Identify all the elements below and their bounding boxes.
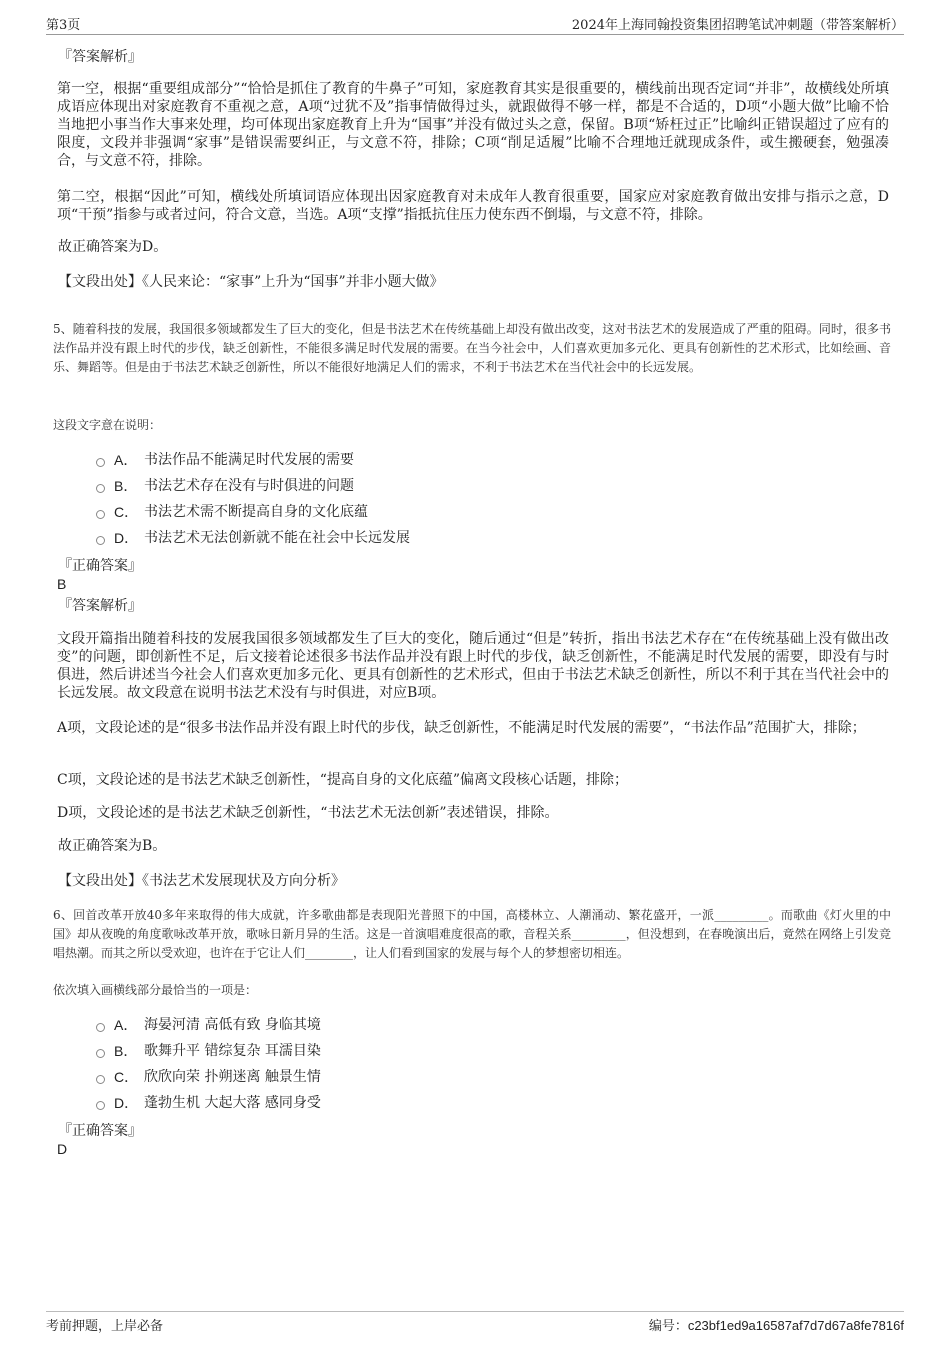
q5-analysis-para-a: A项，文段论述的是“很多书法作品并没有跟上时代的步伐，缺乏创新性，不能满足时代发展的需要”，“书法作品”范围扩大，排除； bbox=[57, 720, 866, 736]
q5-option-d[interactable] bbox=[96, 528, 410, 548]
q6-option-a[interactable] bbox=[96, 1015, 321, 1035]
q6-correct-label: 『正确答案』 bbox=[58, 1123, 142, 1139]
option-letter: A． bbox=[114, 1017, 138, 1033]
q6-prompt: 依次填入画横线部分最恰当的一项是： bbox=[53, 983, 258, 997]
q5-option-c[interactable] bbox=[96, 502, 368, 522]
radio-icon[interactable] bbox=[96, 1049, 105, 1058]
radio-icon[interactable] bbox=[96, 1101, 105, 1110]
q5-analysis-para-c: C项，文段论述的是书法艺术缺乏创新性，“提高自身的文化底蕴”偏离文段核心话题，排除； bbox=[57, 772, 629, 788]
q5-analysis-para1: 文段开篇指出随着科技的发展我国很多领域都发生了巨大的变化，随后通过“但是”转折，指出书法艺术存在“在传统基础上没有做出改变”的问题，即创新性不足，后文接着论述很多书法作品并没有跟上时代的步伐，缺乏创新性，不能满足时代发展的需要，即没有与时俱进，然后讲述当今社会人们喜欢更加多元化、更具有创新性的艺术形式，但由于书法艺术缺乏创新性，所以不利于其在当代社会中的长远发展。故文段意在说明书法艺术没有与时俱进，对应B项。 bbox=[57, 631, 889, 701]
q5-analysis-label: 『答案解析』 bbox=[58, 598, 142, 614]
q4-source: 【文段出处】《人民来论：“家事”上升为“国事”并非小题大做》 bbox=[58, 274, 444, 290]
option-letter: C． bbox=[114, 504, 139, 520]
option-text: 歌舞升平 错综复杂 耳濡目染 bbox=[144, 1043, 321, 1059]
option-letter: A． bbox=[114, 452, 138, 468]
q5-source: 【文段出处】《书法艺术发展现状及方向分析》 bbox=[58, 873, 345, 889]
option-letter: B． bbox=[114, 478, 138, 494]
radio-icon[interactable] bbox=[96, 1075, 105, 1084]
document-code: 编号：c23bf1ed9a16587af7d7d67a8fe7816f bbox=[648, 1318, 904, 1333]
q6-option-c[interactable] bbox=[96, 1067, 321, 1087]
option-letter: C． bbox=[114, 1069, 139, 1085]
q4-analysis-para1: 第一空，根据“重要组成部分”“恰恰是抓住了教育的牛鼻子”可知，家庭教育其实是很重要的，横线前出现否定词“并非”，故横线处所填成语应体现出对家庭教育不重视之意，A项“过犹不及”指事情做得过头，就跟做得不够一样，都是不合适的，D项“小题大做”比喻不恰当地把小事当作大事来处理，均可体现出家庭教育上升为“国事”并没有做过头之意，保留。B项“矫枉过正”比喻纠正错误超过了应有的限度，文段并非强调“家事”是错误需要纠正，与文意不符，排除；C项“削足适履”比喻不合理地迁就现成条件，或生搬硬套，勉强凑合，与文意不符，排除。 bbox=[57, 81, 889, 169]
radio-icon[interactable] bbox=[96, 1023, 105, 1032]
option-letter: D． bbox=[114, 530, 139, 546]
page-footer bbox=[46, 1311, 904, 1334]
option-letter: B． bbox=[114, 1043, 138, 1059]
q6-option-d[interactable] bbox=[96, 1093, 321, 1113]
q5-prompt: 这段文字意在说明： bbox=[53, 418, 162, 432]
q5-analysis-para-d: D项，文段论述的是书法艺术缺乏创新性，“书法艺术无法创新”表述错误，排除。 bbox=[57, 805, 559, 821]
option-text: 欣欣向荣 扑朔迷离 触景生情 bbox=[144, 1069, 321, 1085]
q5-option-b[interactable] bbox=[96, 476, 354, 496]
page-header bbox=[46, 14, 904, 35]
q6-correct-answer: D bbox=[57, 1141, 68, 1157]
q4-analysis-para2: 第二空，根据“因此”可知，横线处所填词语应体现出因家庭教育对未成年人教育很重要，国家应对家庭教育做出安排与指示之意，D项“干预”指参与或者过问，符合文意，当选。A项“支撑”指抵抗住压力使东西不倒塌，与文意不符，排除。 bbox=[57, 189, 889, 223]
q5-option-a[interactable] bbox=[96, 450, 354, 470]
radio-icon[interactable] bbox=[96, 484, 105, 493]
radio-icon[interactable] bbox=[96, 458, 105, 467]
q5-correct-answer: B bbox=[57, 576, 67, 592]
radio-icon[interactable] bbox=[96, 510, 105, 519]
q4-analysis-label: 『答案解析』 bbox=[58, 49, 142, 65]
footer-slogan: 考前押题，上岸必备 bbox=[46, 1319, 164, 1334]
option-text: 书法作品不能满足时代发展的需要 bbox=[144, 452, 354, 468]
option-letter: D． bbox=[114, 1095, 139, 1111]
q4-conclusion: 故正确答案为D。 bbox=[58, 239, 168, 255]
radio-icon[interactable] bbox=[96, 536, 105, 545]
option-text: 蓬勃生机 大起大落 感同身受 bbox=[144, 1095, 321, 1111]
q5-correct-label: 『正确答案』 bbox=[58, 558, 142, 574]
q6-stem: 6、回首改革开放40多年来取得的伟大成就，许多歌曲都是表现阳光普照下的中国，高楼林立、人潮涌动、繁花盛开，一派_________。而歌曲《灯火里的中国》却从夜晚的角度歌咏改革开放，歌咏日新月异的生活。这是一首演唱难度很高的歌，音程关系_________，但没想到，在春晚演出后，竟然在网络上引发竞唱热潮。而其之所以受欢迎，也许在于它让人们________，让人们看到国家的发展与每个人的梦想密切相连。 bbox=[53, 908, 891, 960]
q5-conclusion: 故正确答案为B。 bbox=[58, 838, 167, 854]
q5-stem: 5、随着科技的发展，我国很多领域都发生了巨大的变化，但是书法艺术在传统基础上却没有做出改变，这对书法艺术的发展造成了严重的阻碍。同时，很多书法作品并没有跟上时代的步伐，缺乏创新性，不能很多满足时代发展的需要。在当今社会中，人们喜欢更加多元化、更具有创新性的艺术形式，比如绘画、音乐、舞蹈等。但是由于书法艺术缺乏创新性，所以不能很好地满足人们的需求，不利于书法艺术在当代社会中的长远发展。 bbox=[53, 322, 891, 374]
option-text: 海晏河清 高低有致 身临其境 bbox=[144, 1017, 321, 1033]
document-title: 2024年上海同翰投资集团招聘笔试冲刺题（带答案解析） bbox=[571, 18, 904, 33]
page-number: 第3页 bbox=[46, 18, 81, 33]
option-text: 书法艺术存在没有与时俱进的问题 bbox=[144, 478, 354, 494]
option-text: 书法艺术需不断提高自身的文化底蕴 bbox=[144, 504, 368, 520]
q6-option-b[interactable] bbox=[96, 1041, 321, 1061]
option-text: 书法艺术无法创新就不能在社会中长远发展 bbox=[144, 530, 410, 546]
